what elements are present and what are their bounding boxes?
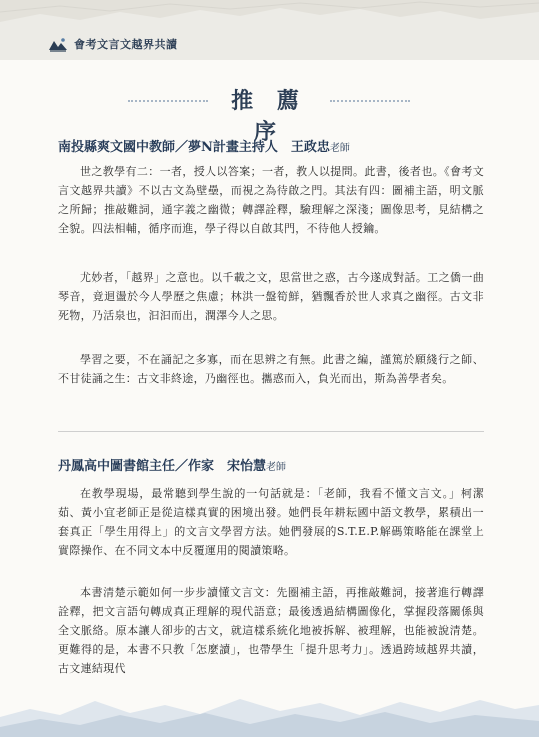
section-heading-1-honorific: 老師	[329, 143, 350, 154]
mountain-book-icon	[48, 36, 68, 52]
section-heading-2	[58, 455, 286, 474]
section-2-paragraph-1: 在教學現場，最常聽到學生說的一句話就是：「老師，我看不懂文言文。」柯潔茹、黃小宜老師正是從這樣真實的困境出發。她們長年耕耘國中語文教學，累積出一套真正「學生用得上」的文言文學習方法。她們發展的S.T.E.P.解碼策略能在課堂上實際操作、在不同文本中反覆運用的閱讀策略。	[58, 487, 484, 557]
section-2-paragraph-2: 本書清楚示範如何一步步讀懂文言文：先圈補主語，再推敲難詞，接著進行轉譯詮釋，把文言語句轉成真正理解的現代語意；最後透過結構圖像化，掌握段落關係與全文脈絡。原本讓人卻步的古文，就這樣系統化地被拆解、被理解，也能被說清楚。更難得的是，本書不只教「怎麼讀」，也帶學生「提升思考力」。透過跨域越界共讀，古文連結現代	[58, 586, 484, 675]
section-heading-2-honorific: 老師	[266, 462, 287, 473]
section-1-paragraph-3: 學習之要，不在誦記之多寡，而在思辨之有無。此書之編，謹篤於願綫行之師、不甘徒誦之生：古文非終途，乃幽徑也。攜惑而入，負光而出，斯為善學者矣。	[58, 353, 484, 385]
section-heading-1-text: 南投縣爽文國中教師／夢N計畫主持人 王政忠	[58, 140, 330, 155]
section-1-paragraph-2: 尤妙者，「越界」之意也。以千載之文，思當世之惑，古今遂成對話。工之僑一曲琴音，竟迴盪於今人學歷之焦慮；林洪一盤筍鮮，猶飄香於世人求真之幽徑。古文非死物，乃活泉也，汩汩而出，潤澤今人之思。	[58, 271, 484, 322]
section-1-paragraph-1: 世之教學有二：一者，授人以答案；一者，教人以提問。此書，後者也。《會考文言文越界共讀》不以古文為壁壘，而視之為待啟之門。其法有四：圖補主語，明文脈之所歸；推敲難詞，通字義之幽微；轉譯詮釋，驗理解之深淺；圖像思考，見結構之全貌。四法相輔，循序而進，學子得以自啟其門，不待他人授鑰。	[58, 165, 484, 235]
page-title: 推 薦 序	[231, 88, 307, 145]
title-row	[0, 84, 539, 145]
brand	[48, 36, 178, 52]
section-heading-1	[58, 136, 350, 155]
section-heading-2-text: 丹鳳高中圖書館主任／作家 宋怡慧	[58, 459, 267, 474]
brand-name: 會考文言文越界共讀	[74, 38, 178, 51]
title-dots-left	[128, 100, 208, 102]
section-divider	[58, 431, 484, 432]
footer-mountains	[0, 687, 539, 737]
title-dots-right	[330, 100, 410, 102]
